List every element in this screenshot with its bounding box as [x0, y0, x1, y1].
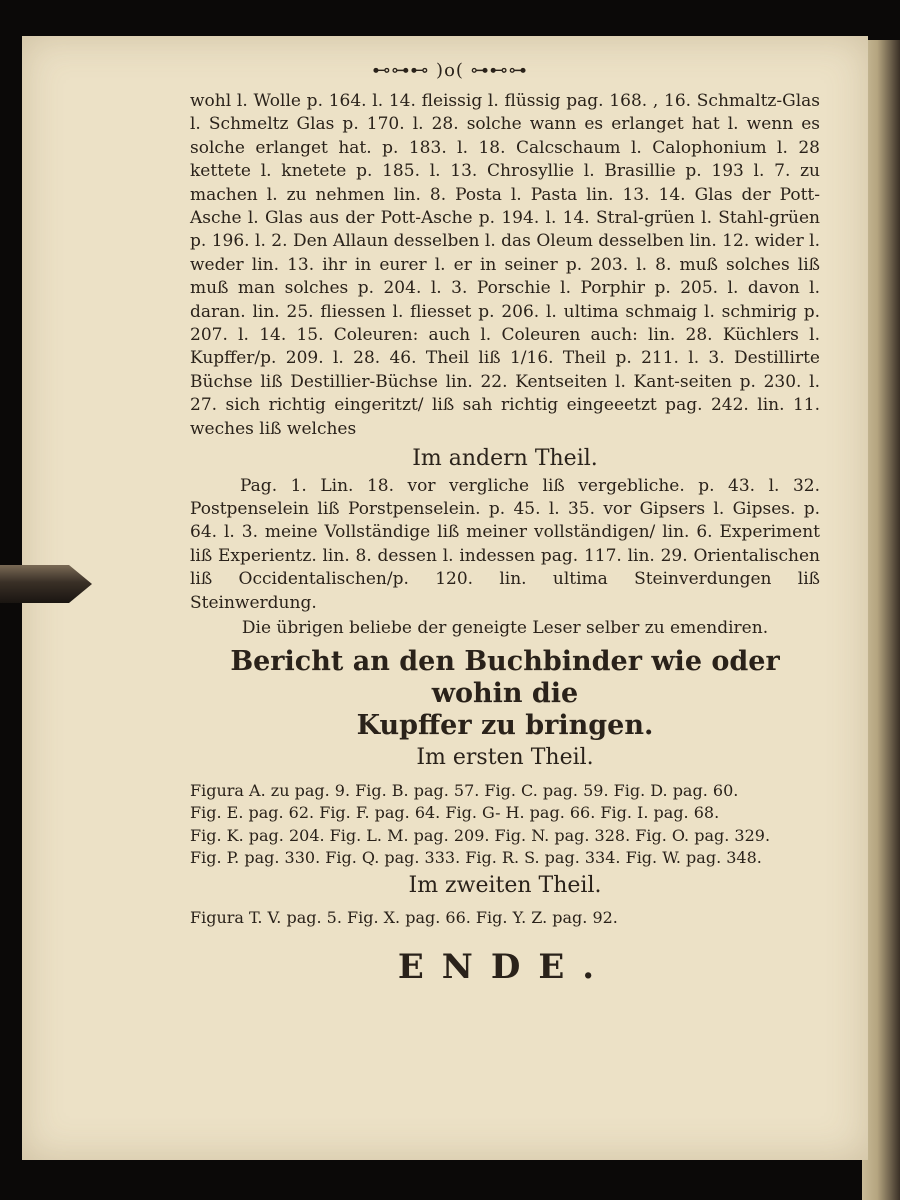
bookbinder-heading-line2: Kupffer zu bringen. — [356, 710, 654, 742]
errata-content — [190, 90, 820, 987]
part2-figures-line: Figura T. V. pag. 5. Fig. X. pag. 66. Fig. Y. Z. pag. 92. — [190, 908, 618, 928]
bookbinder-heading-line1: Bericht an den Buchbinder wie oder wohin die — [230, 646, 780, 710]
part1-figures-heading: Im ersten Theil. — [416, 745, 594, 771]
bookbinder-heading — [190, 646, 820, 742]
figures-line: Figura A. zu pag. 9. Fig. B. pag. 57. Fig. C. pag. 59. Fig. D. pag. 60. — [190, 780, 739, 800]
part2-heading: Im andern Theil. — [412, 446, 598, 472]
part2-figures-heading: Im zweiten Theil. — [408, 872, 602, 898]
figures-line: Fig. E. pag. 62. Fig. F. pag. 64. Fig. G- H. pag. 66. Fig. I. pag. 68. — [190, 803, 720, 823]
errata-part1-text: wohl l. Wolle p. 164. l. 14. fleissig l. flüssig pag. 168. , 16. Schmaltz-Glas l. Schmeltz Glas p. 170. l. 28. solche wann es erlanget hat l. wenn es solche erlanget hat. p. 183. l. 18. Calcschaum l. Calophonium l. 28 kettete l. knetete p. 185. l. 13. Chrosyllie l. Brasillie p. 193 l. 7. zu machen l. zu nehmen lin. 8. Posta l. Pasta lin. 13. 14. Glas der Pott-Asche l. Glas aus der Pott-Asche p. 194. l. 14. Stral-grüen l. Stahl-grüen p. 196. l. 2. Den Allaun desselben l. das Oleum desselben lin. 12. wider l. weder lin. 13. ihr in eurer l. er in seiner p. 203. l. 8. muß solches liß muß man solches p. 204. l. 3. Porschie l. Porphir p. 205. l. davon l. daran. lin. 25. fliessen l. fliesset p. 206. l. ultima schmaig l. schmirig p. 207. l. 14. 15. Coleuren: auch l. Coleuren auch: lin. 28. Küchlers l. Kupffer/p. 209. l. 28. 46. Theil liß 1/16. Theil p. 211. l. 3. Destillirte Büchse liß Destillier-Büchse lin. 22. Kentseiten l. Kant-seiten p. 230. l. 27. sich richtig eingeritzt/ liß sah richtig eingeeetzt pag. 242. lin. 11. weches liß welches — [190, 91, 820, 439]
page-header-ornament: ⊷⊶⊷ )o( ⊶⊷⊶ — [372, 60, 528, 81]
errata-part2-text: Pag. 1. Lin. 18. vor vergliche liß vergebliche. p. 43. l. 32. Postpenselein liß Porstpenselein. p. 45. l. 35. vor Gipsers l. Gipses. p. 64. l. 3. meine Vollständige liß meiner vollständigen/ lin. 6. Experiment liß Experientz. lin. 8. dessen l. indessen pag. 117. lin. 29. Orientalischen liß Occidentalischen/p. 120. lin. ultima Steinverdungen liß Steinwerdung. — [190, 475, 820, 613]
closing-note: Die übrigen beliebe der geneigte Leser selber zu emendiren. — [241, 617, 769, 638]
figures-line: Fig. P. pag. 330. Fig. Q. pag. 333. Fig. R. S. pag. 334. Fig. W. pag. 348. — [190, 848, 762, 868]
part1-figures-list — [190, 780, 820, 870]
figures-line: Fig. K. pag. 204. Fig. L. M. pag. 209. Fig. N. pag. 328. Fig. O. pag. 329. — [190, 825, 771, 845]
ende-mark: ENDE. — [397, 946, 613, 987]
